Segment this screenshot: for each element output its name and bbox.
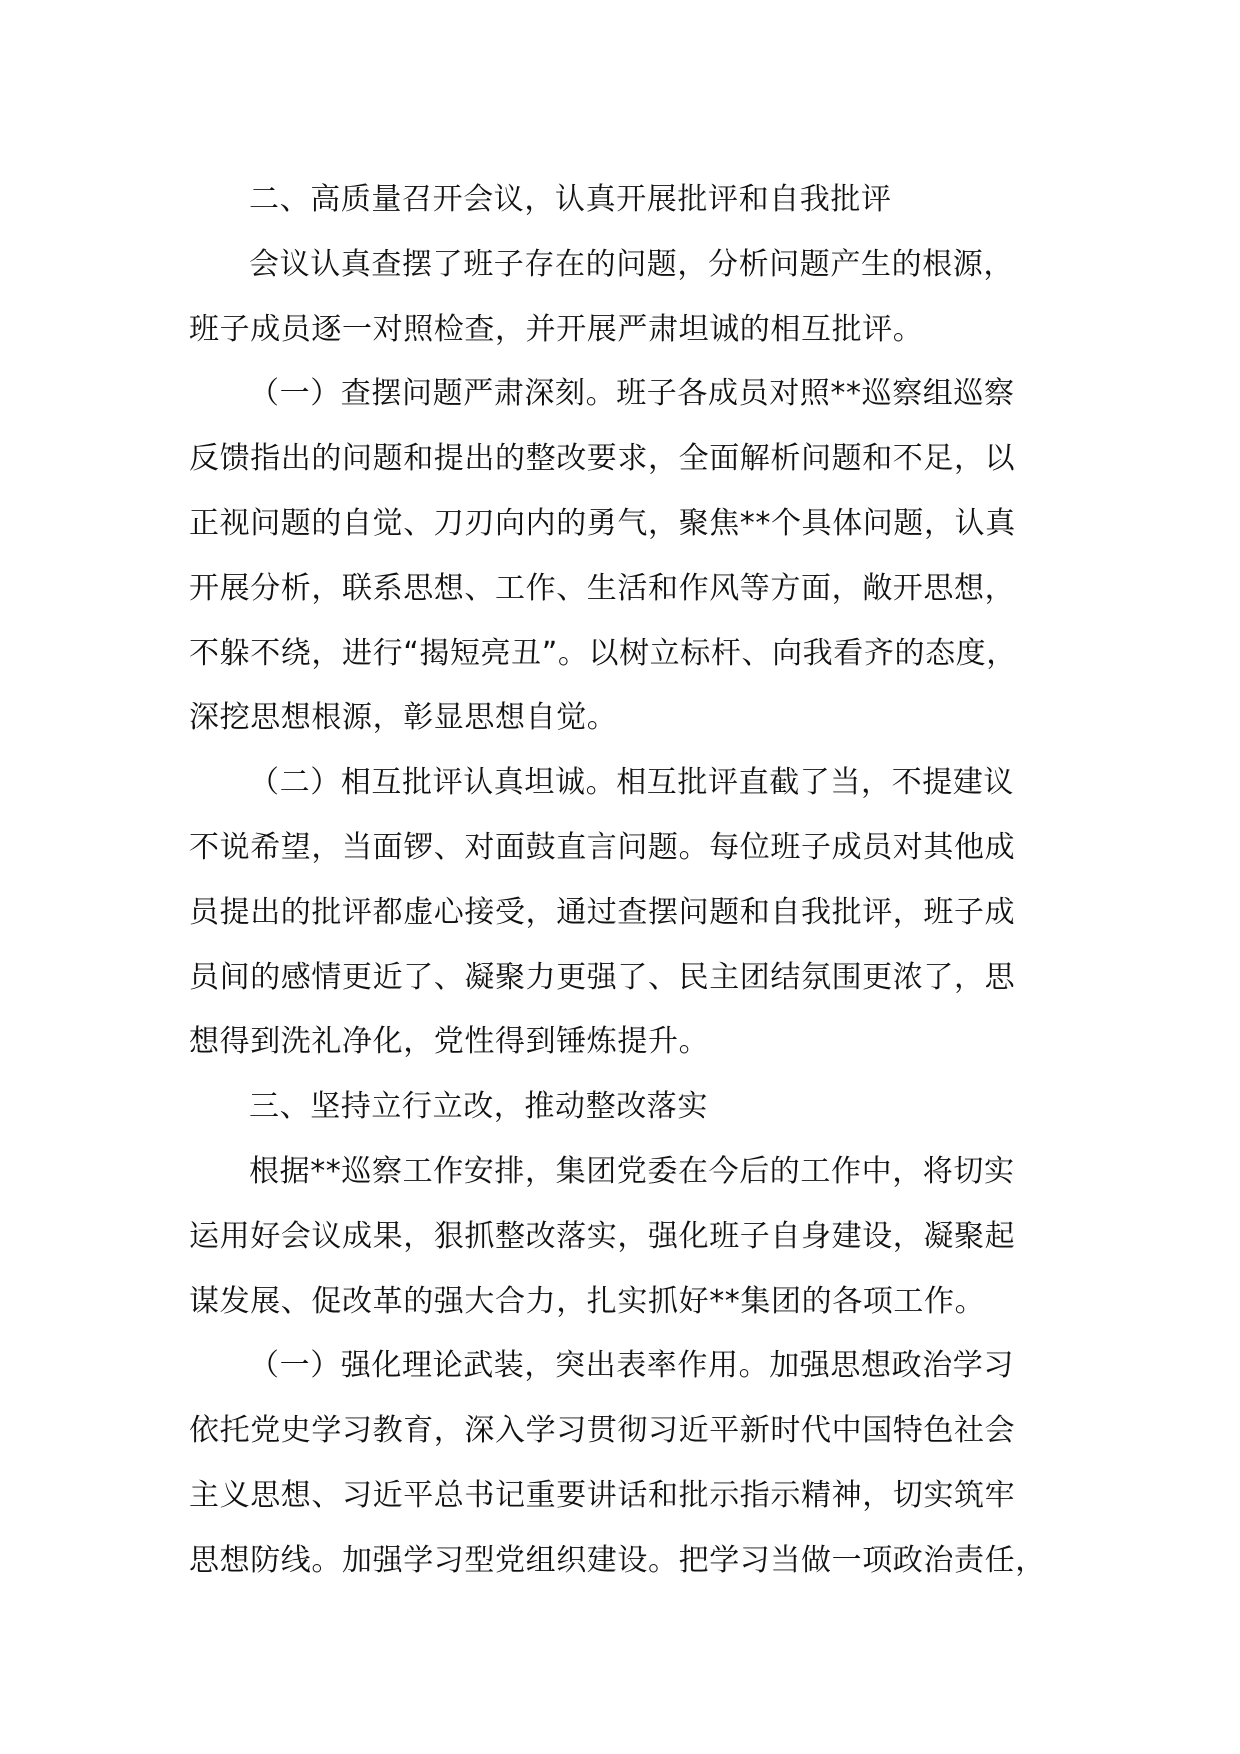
paragraph-line: 员间的感情更近了、凝聚力更强了、民主团结氛围更浓了，思: [189, 959, 1016, 995]
section-heading-3: 三、坚持立行立改，推动整改落实: [249, 1089, 708, 1125]
paragraph-line: 班子成员逐一对照检查，并开展严肃坦诚的相互批评。: [189, 311, 924, 347]
paragraph-line: （一）查摆问题严肃深刻。班子各成员对照**巡察组巡察: [249, 376, 1015, 412]
paragraph-line: 不躲不绕，进行“揭短亮丑”。以树立标杆、向我看齐的态度，: [189, 635, 1017, 671]
paragraph-line: 反馈指出的问题和提出的整改要求，全面解析问题和不足，以: [189, 441, 1016, 477]
paragraph-line: （二）相互批评认真坦诚。相互批评直截了当，不提建议: [249, 765, 1014, 801]
paragraph-line: 正视问题的自觉、刀刃向内的勇气，聚焦**个具体问题，认真: [189, 505, 1016, 541]
paragraph-line: （一）强化理论武装，突出表率作用。加强思想政治学习: [249, 1348, 1014, 1384]
paragraph-line: 主义思想、习近平总书记重要讲话和批示指示精神，切实筑牢: [189, 1477, 1016, 1513]
paragraph-line: 会议认真查摆了班子存在的问题，分析问题产生的根源，: [249, 246, 1014, 282]
paragraph-line: 不说希望，当面锣、对面鼓直言问题。每位班子成员对其他成: [189, 829, 1016, 865]
section-heading-2: 二、高质量召开会议，认真开展批评和自我批评: [249, 182, 892, 217]
paragraph-line: 运用好会议成果，狠抓整改落实，强化班子自身建设，凝聚起: [189, 1218, 1016, 1254]
paragraph-line: 员提出的批评都虚心接受，通过查摆问题和自我批评，班子成: [189, 894, 1016, 930]
paragraph-line: 深挖思想根源，彰显思想自觉。: [189, 700, 618, 736]
paragraph-line: 想得到洗礼净化，党性得到锤炼提升。: [189, 1024, 710, 1060]
paragraph-line: 根据**巡察工作安排，集团党委在今后的工作中，将切实: [249, 1153, 1015, 1189]
document-body: [189, 168, 1089, 1594]
paragraph-line: 依托党史学习教育，深入学习贯彻习近平新时代中国特色社会: [189, 1413, 1016, 1449]
paragraph-line: 思想防线。加强学习型党组织建设。把学习当做一项政治责任，: [189, 1542, 1046, 1578]
paragraph-line: 开展分析，联系思想、工作、生活和作风等方面，敞开思想，: [189, 570, 1016, 606]
paragraph-line: 谋发展、促改革的强大合力，扎实抓好**集团的各项工作。: [189, 1283, 986, 1319]
